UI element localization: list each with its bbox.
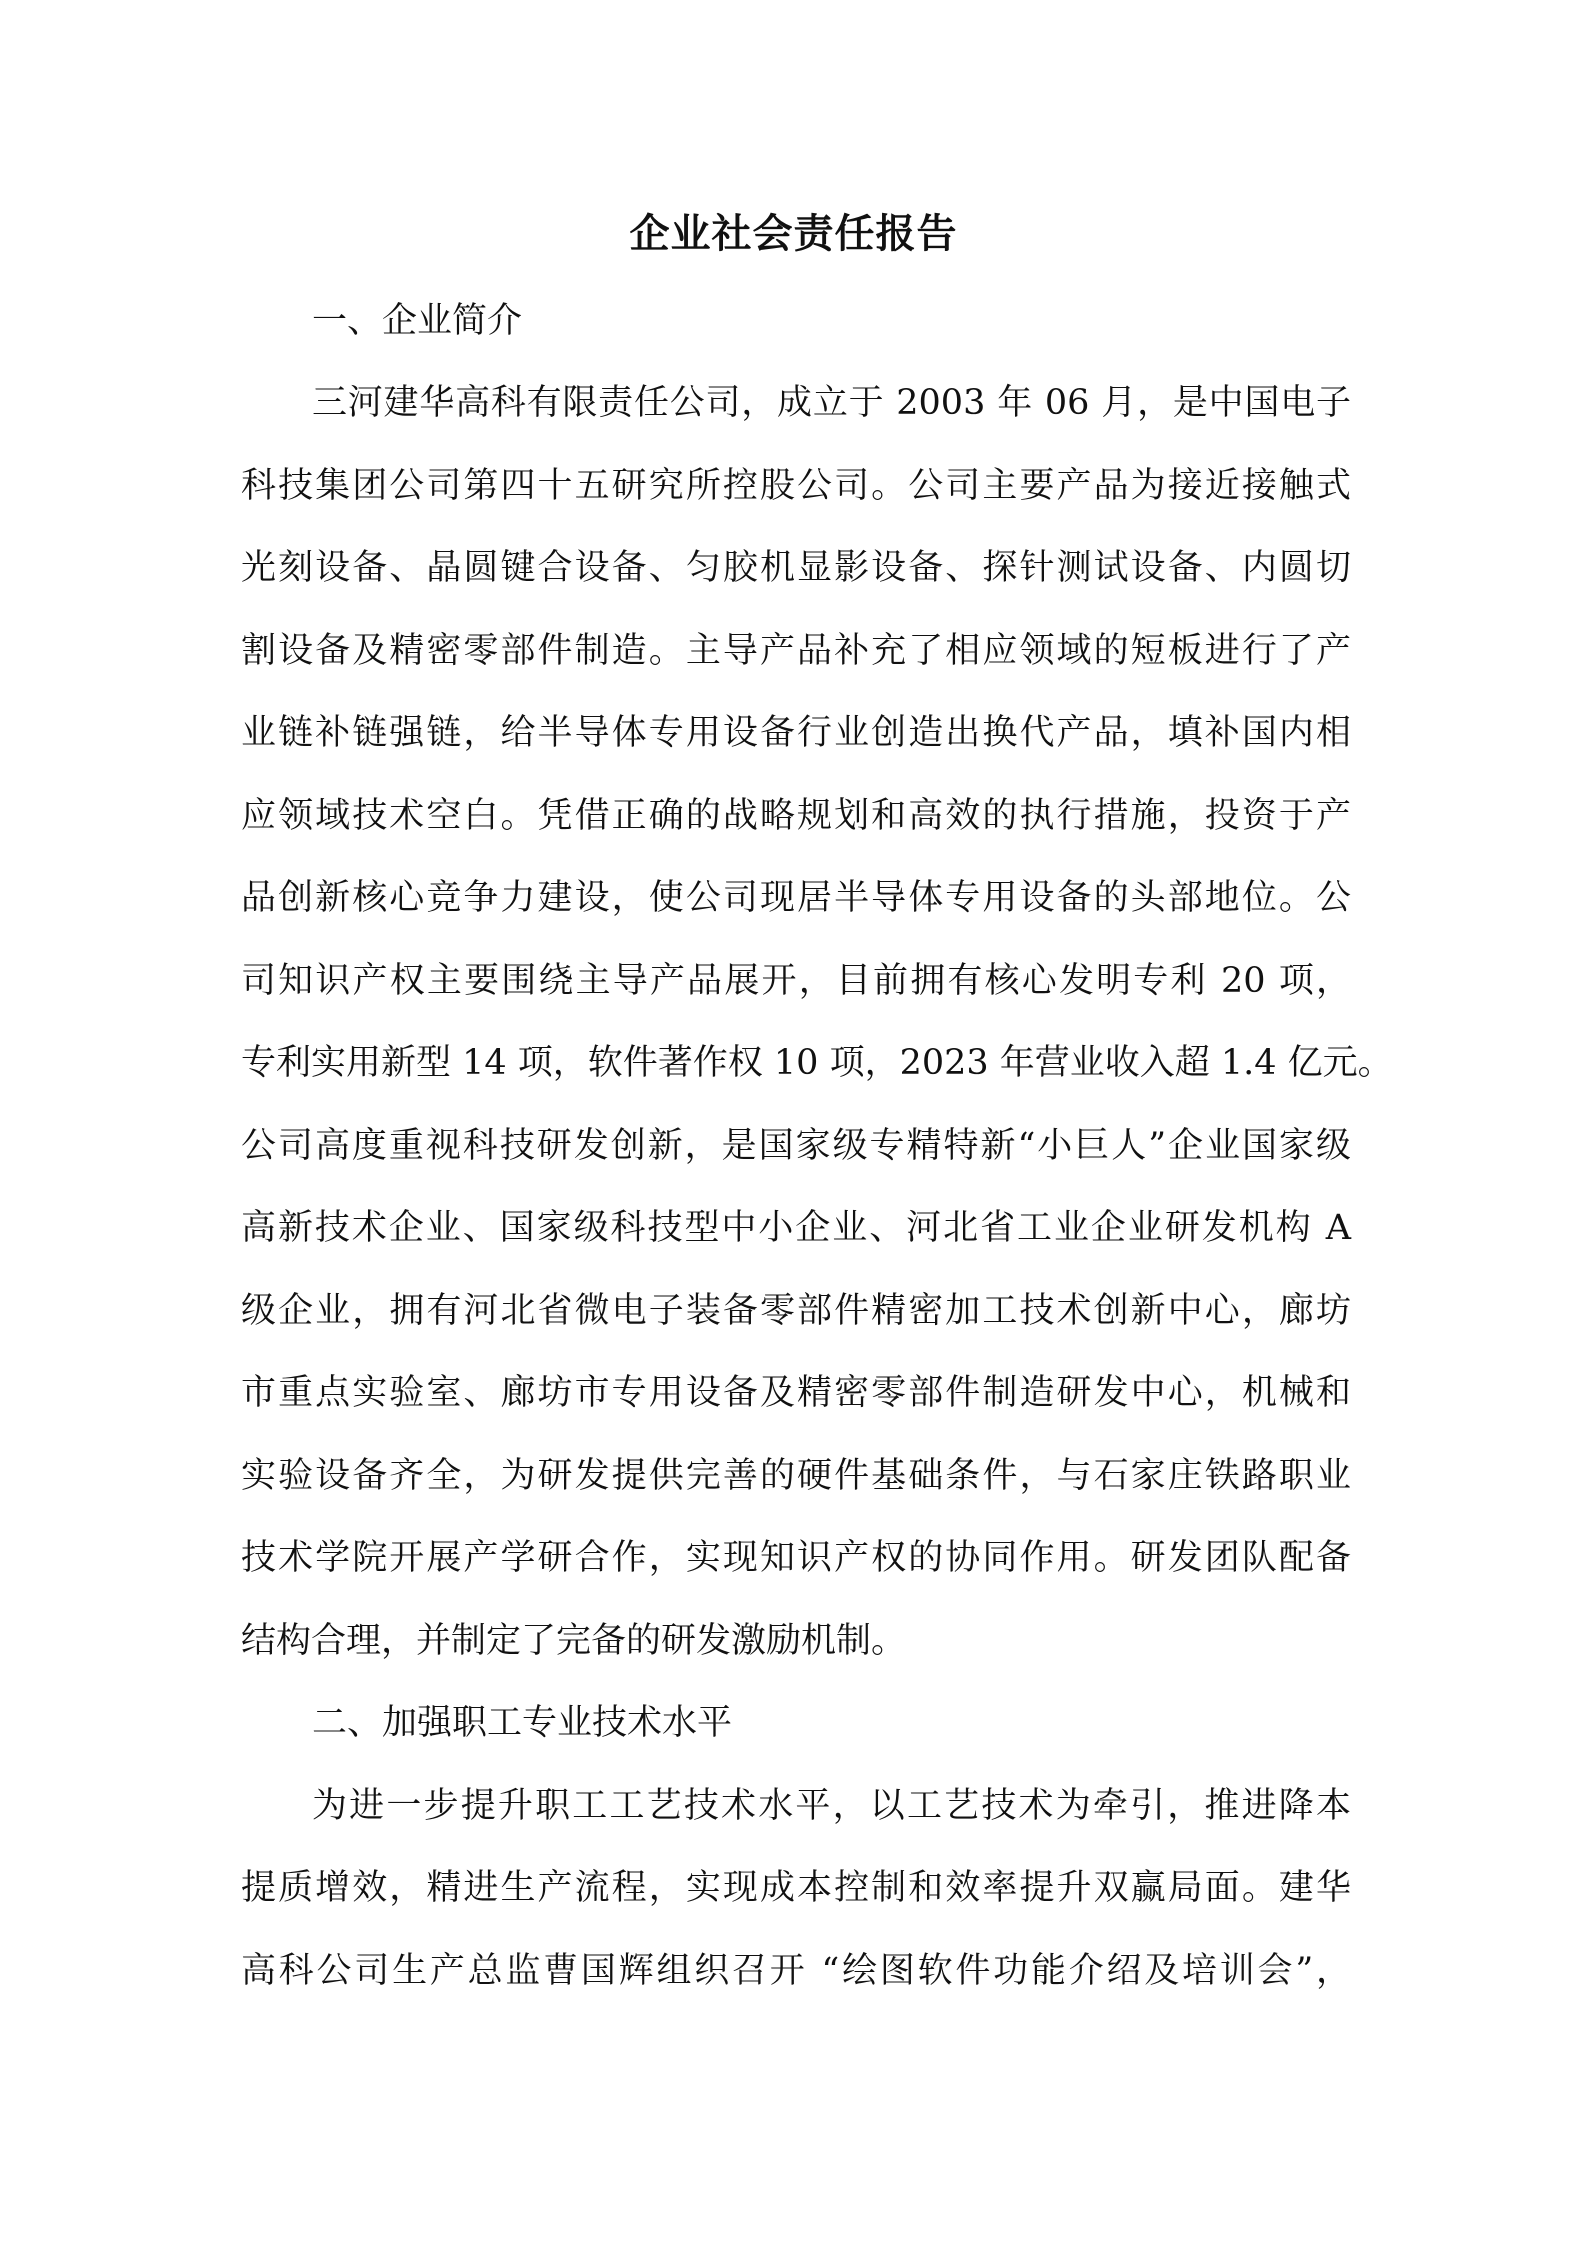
paragraph-line: 三河建华高科有限责任公司，成立于 2003 年 06 月，是中国电子 [312, 383, 1351, 423]
paragraph-line: 高科公司生产总监曹国辉组织召开 “绘图软件功能介绍及培训会”， [241, 1951, 1351, 1991]
section-heading-intro: 一、企业简介 [312, 301, 523, 341]
paragraph-line: 实验设备齐全，为研发提供完善的硬件基础条件，与石家庄铁路职业 [241, 1456, 1351, 1496]
paragraph-line: 业链补链强链，给半导体专用设备行业创造出换代产品，填补国内相 [241, 713, 1351, 753]
paragraph-line: 品创新核心竞争力建设，使公司现居半导体专用设备的头部地位。公 [241, 878, 1351, 918]
paragraph-line: 司知识产权主要围绕主导产品展开，目前拥有核心发明专利 20 项， [241, 961, 1351, 1001]
paragraph-line: 提质增效，精进生产流程，实现成本控制和效率提升双赢局面。建华 [241, 1868, 1351, 1908]
paragraph-line: 高新技术企业、国家级科技型中小企业、河北省工业企业研发机构 A [241, 1208, 1351, 1248]
paragraph-line: 公司高度重视科技研发创新，是国家级专精特新“小巨人”企业国家级 [241, 1126, 1351, 1166]
page-title: 企业社会责任报告 [629, 211, 958, 257]
paragraph-line: 光刻设备、晶圆键合设备、匀胶机显影设备、探针测试设备、内圆切 [241, 548, 1351, 588]
paragraph-line: 科技集团公司第四十五研究所控股公司。公司主要产品为接近接触式 [241, 466, 1351, 506]
paragraph-line: 为进一步提升职工工艺技术水平，以工艺技术为牵引，推进降本 [312, 1786, 1351, 1826]
paragraph-line: 结构合理，并制定了完备的研发激励机制。 [241, 1621, 907, 1661]
paragraph-line: 市重点实验室、廊坊市专用设备及精密零部件制造研发中心，机械和 [241, 1373, 1351, 1413]
section-heading-training: 二、加强职工专业技术水平 [312, 1703, 733, 1743]
paragraph-line: 专利实用新型 14 项，软件著作权 10 项，2023 年营业收入超 1.4 亿元。 [241, 1043, 1393, 1083]
paragraph-line: 级企业，拥有河北省微电子装备零部件精密加工技术创新中心，廊坊 [241, 1291, 1351, 1331]
paragraph-line: 应领域技术空白。凭借正确的战略规划和高效的执行措施，投资于产 [241, 796, 1351, 836]
paragraph-line: 技术学院开展产学研合作，实现知识产权的协同作用。研发团队配备 [241, 1538, 1351, 1578]
paragraph-line: 割设备及精密零部件制造。主导产品补充了相应领域的短板进行了产 [241, 631, 1351, 671]
